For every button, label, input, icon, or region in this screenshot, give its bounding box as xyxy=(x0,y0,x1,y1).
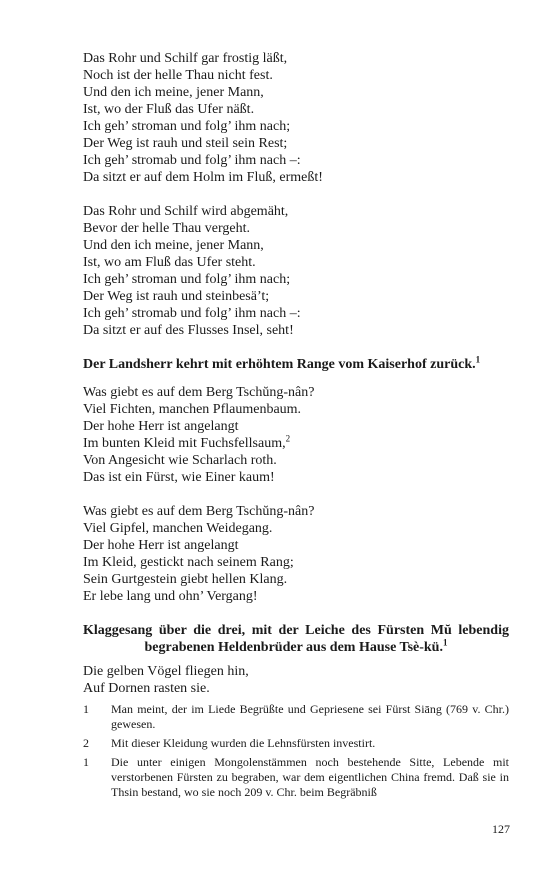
section-heading-landsherr xyxy=(83,356,509,373)
footnote-text: Man meint, der im Liede Begrüßte und Gepriesene sei Fürst Siāng (769 v. Chr.) gewesen. xyxy=(111,702,509,731)
footnote-marker: 2 xyxy=(285,433,291,444)
heading-text: begrabenen Heldenbrüder aus dem Hause Tsè-kü. xyxy=(144,640,443,655)
verse-line: Er lebe lang und ohn’ Vergang! xyxy=(83,589,258,604)
verse-line: Ich geh’ stromab und folg’ ihm nach –: xyxy=(83,153,301,168)
footnote-text: Mit dieser Kleidung wurden die Lehnsfürsten investirt. xyxy=(111,736,376,750)
verse-line-with-note xyxy=(83,435,509,452)
verse-line: Der Weg ist rauh und steil sein Rest; xyxy=(83,136,288,151)
heading-line-1: Klaggesang über die drei, mit der Leiche des Fürsten Mŭ lebendig xyxy=(83,623,509,638)
verse-line: Das ist ein Fürst, wie Einer kaum! xyxy=(83,470,275,485)
verse-line: Was giebt es auf dem Berg Tschŭng-nân? xyxy=(83,385,315,400)
verse-line: Ich geh’ stroman und folg’ ihm nach; xyxy=(83,119,291,134)
page-number: 127 xyxy=(492,822,510,836)
footnote xyxy=(83,736,509,751)
footnote xyxy=(83,702,509,732)
page-body xyxy=(83,50,509,804)
section-heading-klaggesang xyxy=(83,622,509,656)
verse-line: Von Angesicht wie Scharlach roth. xyxy=(83,453,277,468)
poem-stanza-1 xyxy=(83,50,509,186)
verse-line: Viel Gipfel, manchen Weidegang. xyxy=(83,521,273,536)
footnote xyxy=(83,755,509,800)
verse-line: Ich geh’ stroman und folg’ ihm nach; xyxy=(83,272,291,287)
footnotes xyxy=(83,702,509,800)
footnote-text: Die unter einigen Mongolenstämmen noch bestehende Sitte, Lebende mit verstorbenen Fürsten zu begraben, war dem eigentlichen China fremd. Daß sie in Thsin bestand, wo sie noch 209 v. Chr. beim Begräbniß xyxy=(111,755,509,799)
verse-line: Auf Dornen rasten sie. xyxy=(83,681,210,696)
verse-line: Der Weg ist rauh und steinbesä’t; xyxy=(83,289,270,304)
verse-line: Noch ist der helle Thau nicht fest. xyxy=(83,68,273,83)
verse-line: Die gelben Vögel fliegen hin, xyxy=(83,664,249,679)
footnote-marker: 1 xyxy=(475,354,481,365)
verse-line: Das Rohr und Schilf gar frostig läßt, xyxy=(83,51,288,66)
verse-line: Das Rohr und Schilf wird abgemäht, xyxy=(83,204,289,219)
verse-line: Da sitzt er auf des Flusses Insel, seht! xyxy=(83,323,294,338)
verse-line: Ich geh’ stromab und folg’ ihm nach –: xyxy=(83,306,301,321)
verse-line: Und den ich meine, jener Mann, xyxy=(83,85,264,100)
verse-line: Bevor der helle Thau vergeht. xyxy=(83,221,251,236)
footnote-number: 1 xyxy=(83,702,89,716)
heading-line-2 xyxy=(83,639,509,656)
footnote-marker: 1 xyxy=(442,637,448,648)
heading-text: Der Landsherr kehrt mit erhöhtem Range vom Kaiserhof zurück. xyxy=(83,357,476,372)
verse-line: Sein Gurtgestein giebt hellen Klang. xyxy=(83,572,288,587)
verse-line: Der hohe Herr ist angelangt xyxy=(83,419,239,434)
verse-line: Ist, wo am Fluß das Ufer steht. xyxy=(83,255,256,270)
verse-line: Da sitzt er auf dem Holm im Fluß, ermeßt! xyxy=(83,170,323,185)
verse-line: Im Kleid, gestickt nach seinem Rang; xyxy=(83,555,294,570)
footnote-number: 2 xyxy=(83,736,89,750)
poem-stanza-4 xyxy=(83,503,509,605)
verse-line: Der hohe Herr ist angelangt xyxy=(83,538,239,553)
poem-stanza-3 xyxy=(83,384,509,486)
poem-stanza-2 xyxy=(83,203,509,339)
verse-line: Ist, wo der Fluß das Ufer näßt. xyxy=(83,102,255,117)
footnote-number: 1 xyxy=(83,755,89,769)
verse-line: Was giebt es auf dem Berg Tschŭng-nân? xyxy=(83,504,315,519)
verse-text: Im bunten Kleid mit Fuchsfellsaum, xyxy=(83,436,286,451)
verse-line: Viel Fichten, manchen Pflaumenbaum. xyxy=(83,402,302,417)
poem-stanza-5 xyxy=(83,663,509,697)
verse-line: Und den ich meine, jener Mann, xyxy=(83,238,264,253)
